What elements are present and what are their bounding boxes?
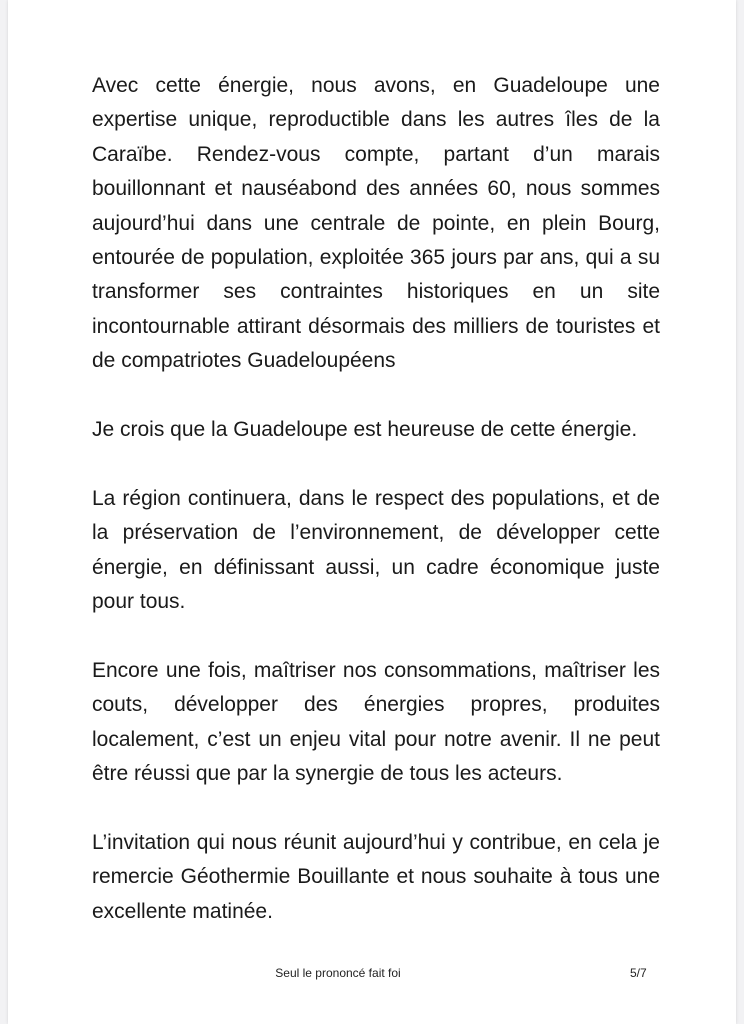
paragraph-geothermal-expertise: Avec cette énergie, nous avons, en Guadeloupe une expertise unique, reproductible dans les autres îles de la Caraïbe. Rendez-vous compte, partant d’un marais bouillonnant et nauséabond des années 60, nous sommes aujourd’hui dans une centrale de pointe, en plein Bourg, entourée de population, exploitée 365 jours par ans, qui a su transformer ses contraintes historiques en un site incontournable attirant désormais des milliers de touristes et de compatriotes Guadeloupéens	[92, 74, 660, 373]
document-page	[8, 0, 736, 1024]
page-number: 5/7	[630, 966, 647, 980]
paragraph-closing-thanks: L’invitation qui nous réunit aujourd’hui y contribue, en cela je remercie Géothermie Bouillante et nous souhaite à tous une excellente matinée.	[92, 830, 660, 923]
footer-note: Seul le prononcé fait foi	[275, 966, 401, 980]
document-body	[92, 69, 660, 929]
paragraph-guadeloupe-happy: Je crois que la Guadeloupe est heureuse de cette énergie.	[92, 418, 638, 442]
paragraph-region-commitment: La région continuera, dans le respect des populations, et de la préservation de l’environnement, de développer cette énergie, en définissant aussi, un cadre économique juste pour tous.	[92, 486, 660, 614]
paragraph-energy-challenge: Encore une fois, maîtriser nos consommations, maîtriser les couts, développer des énergies propres, produites localement, c’est un enjeu vital pour notre avenir. Il ne peut être réussi que par la synergie de tous les acteurs.	[92, 658, 660, 786]
